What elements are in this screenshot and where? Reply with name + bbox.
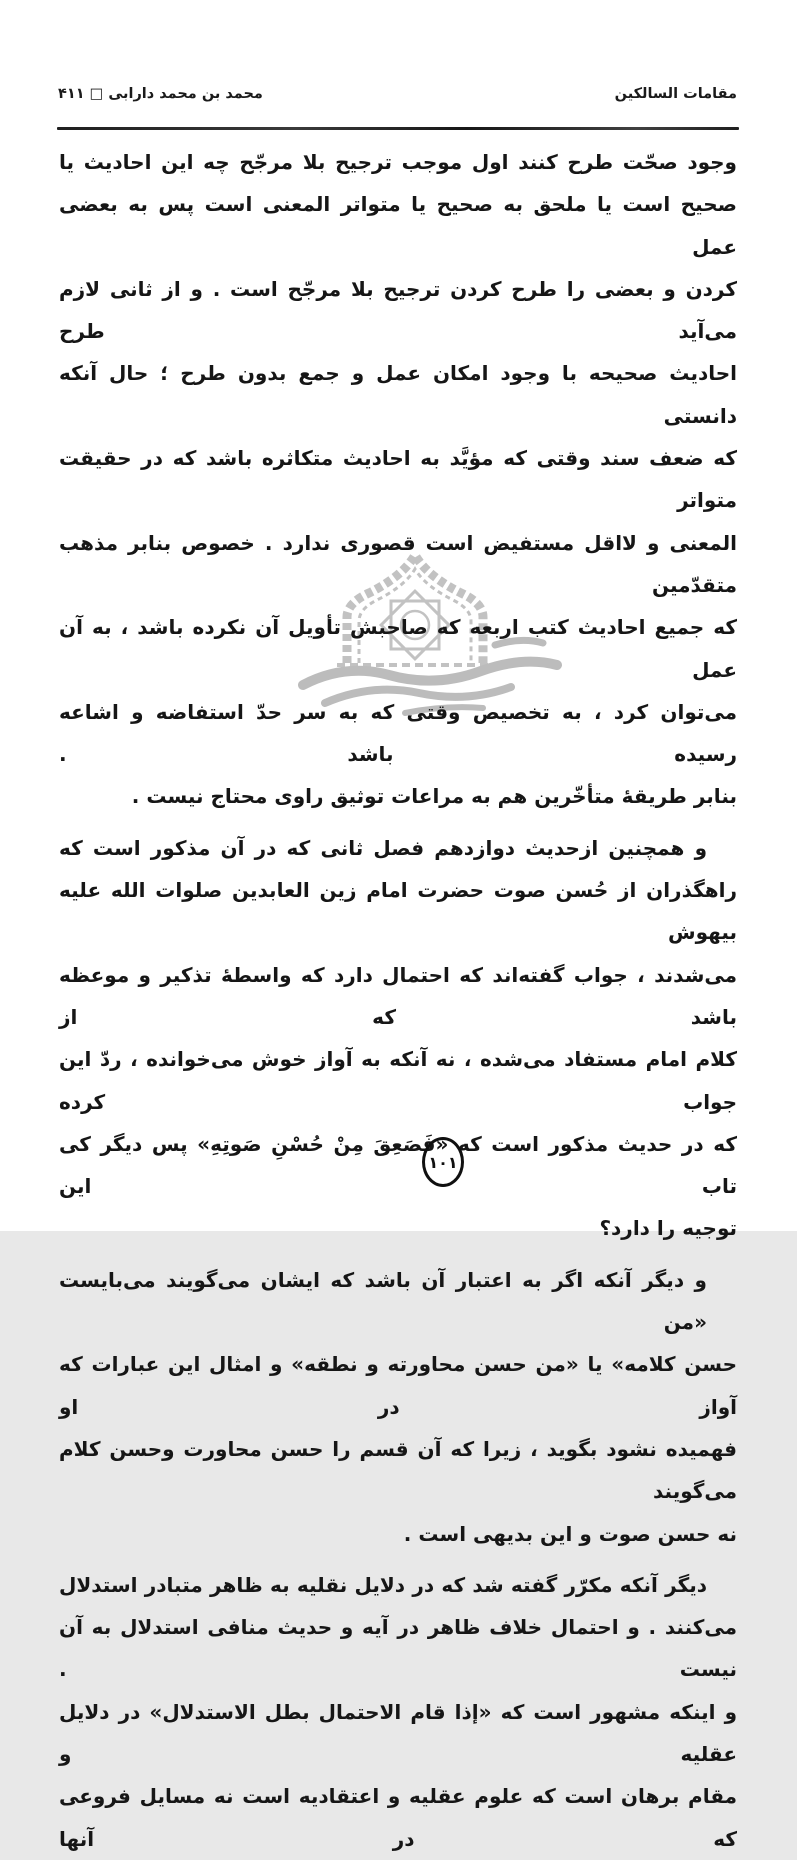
text-line: کردن و بعضی را طرح کردن ترجیح بلا مرجّح است . و از ثانی لازم می‌آید طرح: [59, 276, 737, 344]
text-line: می‌شدند ، جواب گفته‌اند که احتمال دارد که واسطهٔ تذکیر و موعظه باشد که از: [59, 962, 737, 1029]
text-line: که ضعف سند وقتی که مؤیَّد به احادیث متکاثره باشد که در حقیقت متواتر: [59, 446, 737, 513]
text-line: وجود صحّت طرح کنند اول موجب ترجیح بلا مرجّح چه این احادیث یا: [59, 150, 737, 174]
text-line: مقام برهان است که علوم عقلیه و اعتقادیه است نه مسایل فروعی که در آنها: [59, 1784, 737, 1851]
header-divider: [57, 127, 739, 130]
text-line: بنابر طریقهٔ متأخّرین هم به مراعات توثیق راوی محتاج نیست .: [131, 784, 737, 809]
author-page-ref: محمد بن محمد دارابی □ ۴۱۱: [58, 86, 263, 102]
text-line: کلام امام مستفاد می‌شده ، نه آنکه به آواز خوش می‌خوانده ، ردّ این جواب کرده: [59, 1047, 737, 1114]
text-line: می‌توان کرد ، به تخصیص وقتی که به سر حدّ استفاضه و اشاعه رسیده باشد .: [59, 699, 737, 767]
text-line: راهگذران از حُسن صوت حضرت امام زین العابدین صلوات الله علیه بیهوش: [59, 878, 737, 945]
page-number-badge: [422, 1137, 464, 1187]
text-line: که جمیع احادیث کتب اربعه که صاحبش تأویل آن نکرده باشد ، به آن عمل: [59, 615, 737, 682]
page-number: ۱۰۱: [428, 1152, 458, 1172]
text-line: فهمیده نشود بگوید ، زیرا که آن قسم را حسن محاورت وحسن کلام می‌گویند: [59, 1436, 737, 1504]
body-text: [59, 141, 737, 1860]
running-header: [58, 82, 737, 106]
text-line: احادیث صحیحه با وجود امکان عمل و جمع بدون طرح ؛ حال آنکه دانستی: [59, 361, 737, 428]
text-line: المعنی و لااقل مستفیض است قصوری ندارد . خصوص بنابر مذهب متقدّمین: [59, 530, 737, 597]
paragraph: [59, 827, 737, 1250]
text-line: و اینکه مشهور است که «إذا قام الاحتمال بطل الاستدلال» در دلایل عقلیه و: [59, 1699, 737, 1766]
text-line: و دیگر آنکه اگر به اعتبار آن باشد که ایشان می‌گویند می‌بایست «من: [59, 1267, 707, 1335]
book-title: مقامات السالکین: [614, 86, 737, 102]
paragraph: [59, 1259, 737, 1555]
text-line: حسن کلامه» یا «من حسن محاورته و نطقه» و امثال این عبارات که آواز در او: [59, 1352, 737, 1419]
text-line: می‌کنند . و احتمال خلاف ظاهر در آیه و حدیث منافی استدلال به آن نیست .: [59, 1615, 737, 1682]
paragraph: [59, 141, 737, 818]
text-line: که در حدیث مذکور است که «فَصَعِقَ مِنْ حُسْنِ صَوتِهِ» پس دیگر کی تاب این: [59, 1131, 737, 1199]
text-line: و همچنین ازحدیث دوازدهم فصل ثانی که در آن مذکور است که: [59, 835, 707, 860]
text-line: نه حسن صوت و این بدیهی است .: [403, 1521, 737, 1546]
text-line: صحیح است یا ملحق به صحیح یا متواتر المعنی است پس به بعضی عمل: [59, 192, 737, 259]
text-line: دیگر آنکه مکرّر گفته شد که در دلایل نقلیه به ظاهر متبادر استدلال: [59, 1572, 707, 1597]
text-line: توجیه را دارد؟: [599, 1216, 737, 1241]
paragraph: [59, 1564, 737, 1860]
